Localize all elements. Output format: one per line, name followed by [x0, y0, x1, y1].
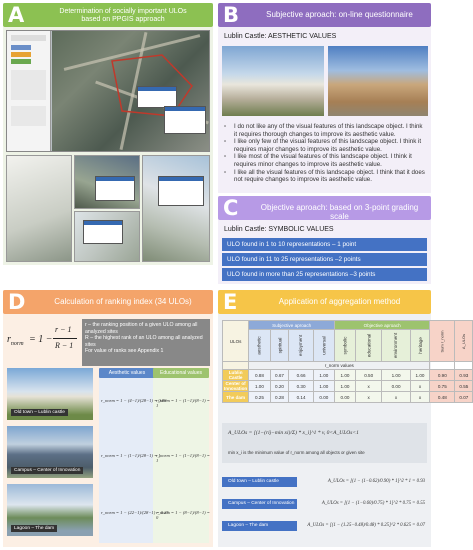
map-screenshot-3: [142, 155, 210, 262]
cell: 1.00: [410, 370, 430, 381]
panel-d-header: [3, 290, 213, 314]
questionnaire-options: [224, 123, 427, 184]
site-label-lagoon: Lagoon – The dam: [11, 525, 57, 532]
ranking-formula: $r_{norm}$ = 1 − r − 1 R − 1: [7, 321, 79, 363]
option-1[interactable]: ▫ I do not like any of the visual features of this landscape object. I think it requires thorough changes to improve its aesthetic value.: [224, 123, 427, 138]
rule-1: ULO found in 1 to 10 representations – 1 point: [222, 238, 427, 251]
panel-c: [218, 196, 431, 284]
panel-d-badge: D: [8, 290, 26, 314]
cell: 0.20: [270, 381, 289, 392]
result-eq-2: A_ULOs = [(1 − (1−0.60)/0.75) * 1]^2 * 0.75 = 0.55: [321, 501, 425, 506]
row-name: Lublin Castle: [223, 370, 249, 381]
criterion-symbolic: symbolic: [335, 330, 356, 362]
cell: 1.00: [335, 370, 356, 381]
aggregation-table: [222, 320, 473, 403]
map-screenshot-2: [74, 155, 140, 209]
option-3[interactable]: ▫ I like most of the visual features of this landscape object. I think it requires minor changes to improve its aesthetic value.: [224, 153, 427, 168]
aggregation-formula-box: [222, 423, 427, 463]
group-objective: Objective aproach: [335, 321, 430, 330]
col-educational-header: Educational values: [153, 368, 209, 378]
col-aesthetic-header: Aesthetic values: [99, 368, 155, 378]
cell: 0.14: [289, 392, 313, 403]
group-subjective: Subjective aproach: [249, 321, 335, 330]
rnorm-edu-3: r_norm = 1 − (8−1)/(8−1) = 0: [156, 510, 210, 520]
cell: 0.30: [289, 381, 313, 392]
lublin-castle-photo: [222, 46, 324, 116]
cell-sum: 0.48: [430, 392, 455, 403]
panel-e-badge: E: [223, 290, 238, 314]
panel-a-title-line2: based on PPGIS approach: [81, 16, 165, 23]
campus-photo: [7, 426, 93, 478]
panel-b-badge: B: [223, 3, 240, 27]
criterion-environment: environment: [382, 330, 410, 362]
table-row: [223, 370, 473, 381]
panel-d-title: Calculation of ranking index (34 ULOs): [54, 297, 192, 306]
cell: 0.50: [355, 370, 382, 381]
cell: 1.00: [249, 381, 270, 392]
cell: 0.00: [335, 392, 356, 403]
row-name: The dam: [223, 392, 249, 403]
cell: x: [410, 392, 430, 403]
castle-courtyard-photo: [328, 46, 428, 116]
rule-2: ULO found in 11 to 25 representations –2 points: [222, 253, 427, 266]
panel-a-title-line1: Determination of socially important ULOs: [59, 8, 187, 15]
cell: x: [355, 392, 382, 403]
panel-c-subtitle: Lublin Castle: SYMBOLIC VALUES: [224, 226, 334, 233]
result-label-2: Campus – Center of Innovation: [222, 499, 297, 509]
panel-a: [3, 3, 213, 265]
panel-b-title: Subjective aproach: on-line questionnaire: [266, 10, 413, 19]
cell-sum: 0.75: [430, 381, 455, 392]
cell: 1.00: [382, 370, 410, 381]
site-label-campus: Campus – Center of Innovation: [11, 467, 83, 474]
cell: 0.67: [270, 370, 289, 381]
result-eq-3: A_ULOs = [(1 − (1.25−0.48)/0.48) * 0.25]^2 * 0.625 = 0.07: [307, 523, 425, 528]
rnorm-aes-3: r_norm = 1 − (22−1)/(28−1) = 0.25: [101, 510, 169, 515]
cell: x: [355, 381, 382, 392]
rule-3: ULO found in more than 25 representations –3 points: [222, 268, 427, 281]
col-sum: Sum r_norm: [439, 329, 445, 353]
cell-sum: 0.90: [430, 370, 455, 381]
panel-c-badge: C: [223, 196, 239, 220]
result-eq-1: A_ULOs = [(1 − (1−0.62)/0.90) * 1]^2 * 1 = 0.93: [327, 479, 425, 484]
panel-e: [218, 290, 469, 547]
cell-a: 0.07: [455, 392, 473, 403]
formula-legend: r – the ranking position of a given ULO among all analyzed sites R – the highest rank of an ULO among all analyzed sites For value of ranks see Appendix 1: [82, 319, 210, 366]
panel-e-header: [218, 290, 431, 314]
gis-app-screenshot: [6, 30, 210, 152]
cell: 0.00: [382, 381, 410, 392]
criterion-aesthetic: aesthetic: [249, 330, 270, 362]
table-row: [223, 392, 473, 403]
cell: 1.00: [313, 370, 334, 381]
aerial-map[interactable]: [52, 31, 209, 151]
rnorm-edu-1: r_norm = 1 − (1−1)/(8−1) = 1: [156, 398, 210, 408]
panel-b-subtitle: Lublin Castle: AESTHETIC VALUES: [224, 33, 337, 40]
panel-b-header: [218, 3, 431, 27]
cell: 0.66: [289, 370, 313, 381]
popup-dialog[interactable]: [137, 86, 177, 108]
cell: 0.88: [249, 370, 270, 381]
cell: 1.00: [335, 381, 356, 392]
panel-c-title: Objective aproach: based on 3-point grading scale: [260, 203, 419, 221]
cell: x: [382, 392, 410, 403]
cell: 0.25: [249, 392, 270, 403]
col-ulos: ULOs: [223, 321, 249, 362]
lagoon-photo: [7, 484, 93, 536]
map-screenshot-1: [6, 155, 72, 262]
panel-a-badge: A: [8, 3, 25, 27]
popup-dialog[interactable]: [164, 106, 206, 134]
result-label-1: Old town – Lublin castle: [222, 477, 297, 487]
panel-a-header: [3, 3, 213, 27]
cell: 0.28: [270, 392, 289, 403]
aggregation-note: min x_i is the minimum value of r_norm among all objects or given site: [228, 450, 365, 455]
option-4[interactable]: ▫ I like all the visual features of this landscape object. I think that it does not require changes to improve its aesthetic value.: [224, 169, 427, 184]
panel-d: [3, 290, 213, 547]
map-screenshot-4: [74, 211, 140, 262]
panel-c-header: [218, 196, 431, 220]
aggregation-formula: A_ULOs = [(1−(rij−min xi)/Σ) * x_i]^1 * v, 0<A_ULOs<1: [228, 430, 359, 436]
rnorm-aes-2: r_norm = 1 − (1−1)/(28−1) = 1: [101, 453, 161, 458]
cell-a: 0.55: [455, 381, 473, 392]
cell: 0.00: [313, 392, 334, 403]
cell: x: [410, 381, 430, 392]
panel-e-title: Application of aggregation method: [278, 297, 401, 306]
rnorm-label: r_norm values: [249, 362, 430, 370]
criterion-enjoyment: enjoyment: [289, 330, 313, 362]
rnorm-aes-1: r_norm = 1 − (4−1)/(28−1) = 0.89: [101, 398, 167, 403]
result-label-3: Lagoon – The dam: [222, 521, 297, 531]
old-town-photo: [7, 368, 93, 420]
col-a: A_ULOs: [461, 333, 467, 349]
option-2[interactable]: ▫ I like only few of the visual features of this landscape object. I think it requires major changes to improve its aesthetic value.: [224, 138, 427, 153]
panel-b: [218, 3, 431, 193]
cell-a: 0.93: [455, 370, 473, 381]
site-label-old-town: Old town – Lublin castle: [11, 409, 68, 416]
criterion-universal: universal: [313, 330, 334, 362]
criterion-spiritual: spiritual: [270, 330, 289, 362]
table-row: [223, 381, 473, 392]
cell: 1.00: [313, 381, 334, 392]
gis-toolbar: [7, 31, 51, 151]
criterion-educational: educational: [355, 330, 382, 362]
panel-a-title: [39, 8, 207, 24]
rnorm-edu-2: r_norm = 1 − (1−1)/(8−1) = 1: [156, 453, 210, 463]
row-name: Center of Innovation: [224, 381, 248, 391]
criterion-heritage: heritage: [410, 330, 430, 362]
